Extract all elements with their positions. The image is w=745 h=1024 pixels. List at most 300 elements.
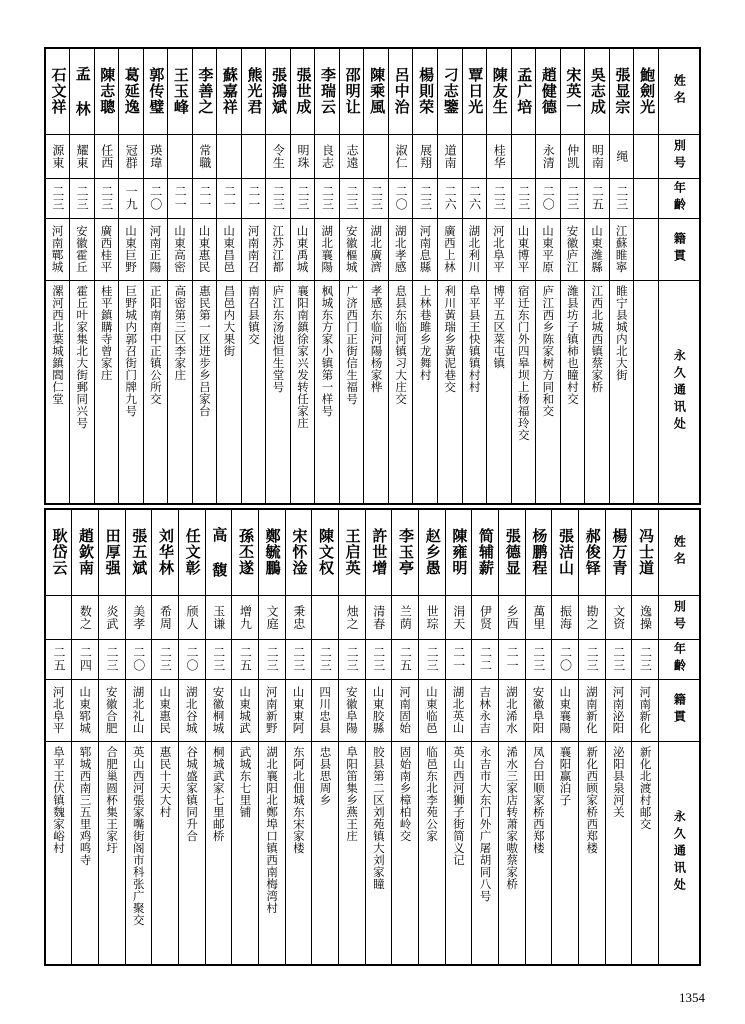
origin-text: 山東城武 [238, 686, 253, 734]
alias-text: 文庭 [265, 604, 280, 630]
origin-text: 安徽阜阳 [531, 686, 546, 734]
cell-address [560, 280, 585, 504]
cell-alias [413, 134, 438, 178]
cell-name [217, 48, 242, 134]
cell-origin [290, 218, 315, 280]
cell-origin [315, 218, 340, 280]
name-text: 刘华林 [156, 528, 175, 577]
address-text: 英山西河狮子街简义记 [451, 745, 466, 866]
origin-text: 湖北礼山 [131, 686, 146, 734]
cell-alias [258, 595, 285, 639]
cell-alias [232, 595, 259, 639]
cell-origin [178, 679, 205, 741]
address-text: 昌邑内大果街 [222, 284, 237, 357]
name-text: 張德显 [503, 528, 522, 577]
address-text: 襄阳南鎮徐家兴发转任家庄 [296, 284, 311, 429]
cell-alias [290, 134, 315, 178]
cell-origin [192, 218, 217, 280]
origin-text: 山東東阿 [291, 686, 306, 734]
alias-text: 涓天 [451, 604, 466, 630]
cell-name [634, 48, 659, 134]
origin-text: 河南新野 [264, 686, 279, 734]
cell-alias [511, 134, 536, 178]
cell-age [388, 178, 413, 218]
alias-text: 淑仁 [394, 143, 409, 169]
origin-text: 廣西桂平 [99, 225, 114, 273]
origin-text: 廣西上林 [442, 225, 457, 273]
cell-name [552, 509, 579, 595]
cell-name [609, 48, 634, 134]
address-text: 孝感东临河陽杨家桦 [369, 284, 384, 393]
header-age-label: 年齡 [672, 642, 687, 676]
cell-name [472, 509, 499, 595]
address-text: 新化北渡村邮交 [638, 745, 653, 830]
header-address-label: 永久通讯处 [672, 810, 687, 896]
roster-table-top [44, 47, 701, 505]
address-text: 襄阳赢泊子 [558, 745, 573, 806]
age-text: 二三 [345, 185, 359, 211]
cell-origin [312, 679, 339, 741]
address-text: 武城东七里铺 [238, 745, 253, 818]
age-text: 二三 [75, 185, 90, 211]
cell-alias [205, 595, 232, 639]
address-text: 合肥巢圆杯集王家圩 [105, 745, 120, 854]
row-origin-bottom [45, 679, 700, 741]
cell-address [45, 741, 72, 965]
cell-alias [192, 134, 217, 178]
origin-text: 山東昌邑 [222, 225, 237, 273]
cell-origin [632, 679, 659, 741]
cell-name [168, 48, 193, 134]
age-text: 二三 [158, 646, 173, 672]
cell-origin [94, 218, 119, 280]
cell-name [241, 48, 266, 134]
origin-text: 安徽樞城 [344, 225, 359, 273]
cell-origin [498, 679, 525, 741]
cell-address [232, 741, 259, 965]
name-text: 覃日光 [466, 67, 485, 116]
cell-name [290, 48, 315, 134]
origin-text: 安徽阜陽 [344, 686, 359, 734]
origin-text: 山東惠民 [158, 686, 173, 734]
cell-origin [364, 218, 389, 280]
cell-alias [560, 134, 585, 178]
cell-address [552, 741, 579, 965]
cell-age [498, 639, 525, 679]
age-text: 二一 [222, 185, 237, 211]
cell-address [462, 280, 487, 504]
cell-name [364, 48, 389, 134]
cell-address [98, 741, 125, 965]
origin-text: 河南鄲城 [50, 225, 65, 273]
cell-origin [536, 218, 561, 280]
cell-alias [487, 134, 512, 178]
alias-text: 玉谦 [211, 604, 226, 630]
age-text: 二〇 [148, 185, 163, 211]
cell-address [339, 280, 364, 504]
origin-text: 山東博平 [516, 225, 531, 273]
age-text: 二三 [425, 646, 440, 672]
cell-age [192, 178, 217, 218]
cell-age [634, 178, 659, 218]
alias-text: 令生 [271, 143, 286, 169]
alias-text: 明南 [590, 143, 605, 169]
name-text: 赵乡愚 [423, 528, 442, 577]
cell-address [418, 741, 445, 965]
header-origin [659, 679, 701, 741]
alias-text: 仲凯 [565, 143, 580, 169]
cell-origin [72, 679, 99, 741]
cell-name [632, 509, 659, 595]
origin-text: 四川忠县 [318, 686, 333, 734]
alias-text: 世琮 [425, 604, 440, 630]
cell-alias [178, 595, 205, 639]
name-text: 郭传璧 [147, 67, 166, 116]
cell-origin [45, 218, 70, 280]
cell-name [258, 509, 285, 595]
alias-text: 颀人 [185, 604, 200, 630]
name-text: 蘇嘉祥 [220, 67, 239, 116]
cell-age [525, 639, 552, 679]
alias-text: 逸操 [638, 604, 653, 630]
address-text: 英山西河張家嘴街阁市科张广聚交 [131, 745, 146, 926]
name-text: 杨鹏程 [530, 528, 549, 577]
cell-name [312, 509, 339, 595]
cell-name [45, 509, 72, 595]
name-text: 郝俊铎 [583, 528, 602, 577]
age-text: 一九 [124, 185, 139, 211]
address-text: 桐城武家七里邮桥 [211, 745, 226, 842]
alias-text: 绳 [614, 149, 629, 163]
cell-address [511, 280, 536, 504]
age-text: 二三 [531, 646, 546, 672]
age-text: 二三 [318, 646, 333, 672]
age-text: 二三 [369, 185, 384, 211]
address-text: 庐江西乡陈家树方同和交 [541, 284, 556, 417]
age-text: 二三 [585, 646, 600, 672]
cell-address [609, 280, 634, 504]
cell-age [45, 639, 72, 679]
age-text: 二〇 [185, 646, 200, 672]
origin-text: 河南泌阳 [611, 686, 626, 734]
cell-address [472, 741, 499, 965]
cell-age [338, 639, 365, 679]
cell-name [413, 48, 438, 134]
cell-origin [168, 218, 193, 280]
age-text: 二三 [492, 185, 507, 211]
cell-age [241, 178, 266, 218]
cell-origin [462, 218, 487, 280]
cell-origin [472, 679, 499, 741]
alias-text: 道南 [443, 143, 458, 169]
name-text: 简辅薪 [477, 528, 496, 577]
cell-name [536, 48, 561, 134]
cell-age [511, 178, 536, 218]
cell-alias [312, 595, 339, 639]
age-text: 二〇 [394, 185, 409, 211]
cell-origin [285, 679, 312, 741]
cell-alias [438, 134, 463, 178]
cell-name [72, 509, 99, 595]
age-text: 二三 [418, 185, 433, 211]
alias-text: 桂华 [492, 143, 507, 169]
age-text: 二三 [345, 646, 360, 672]
cell-age [609, 178, 634, 218]
cell-alias [285, 595, 312, 639]
cell-name [365, 509, 392, 595]
name-text: 任文彰 [183, 528, 202, 577]
name-text: 許世增 [370, 528, 389, 577]
cell-name [339, 48, 364, 134]
name-text: 陳文权 [317, 528, 335, 577]
origin-text: 山東郓城 [78, 686, 93, 734]
cell-origin [45, 679, 72, 741]
cell-age [312, 639, 339, 679]
cell-origin [338, 679, 365, 741]
origin-text: 山東潍縣 [590, 225, 605, 273]
name-text: 陳友生 [490, 67, 509, 116]
row-names-bottom [45, 509, 700, 595]
cell-origin [634, 218, 659, 280]
cell-age [45, 178, 70, 218]
address-text: 惠民第一区进步乡吕家台 [197, 284, 212, 417]
header-address [659, 280, 701, 504]
cell-alias [338, 595, 365, 639]
cell-address [413, 280, 438, 504]
roster-table-bottom-wrapper [44, 508, 701, 966]
address-text: 东阿北佃城东宋家楼 [291, 745, 306, 854]
cell-name [525, 509, 552, 595]
cell-address [258, 741, 285, 965]
cell-alias [72, 595, 99, 639]
roster-table-bottom [44, 508, 701, 966]
cell-age [413, 178, 438, 218]
cell-alias [364, 134, 389, 178]
age-text: 二五 [590, 185, 605, 211]
alias-text: 希周 [158, 604, 173, 630]
name-text: 鮑劍光 [638, 67, 657, 116]
cell-address [525, 741, 552, 965]
cell-alias [94, 134, 119, 178]
age-text: 二三 [105, 646, 120, 672]
name-text: 熊光君 [245, 67, 264, 116]
cell-name [119, 48, 144, 134]
cell-name [232, 509, 259, 595]
cell-origin [339, 218, 364, 280]
cell-age [143, 178, 168, 218]
age-text: 二三 [271, 185, 286, 211]
age-text: 二〇 [131, 646, 146, 672]
cell-age [472, 639, 499, 679]
cell-name [315, 48, 340, 134]
cell-address [119, 280, 144, 504]
address-text: 湖北襄阳北鄭埠口镇西南梅湾村 [265, 745, 280, 914]
cell-origin [413, 218, 438, 280]
cell-age [152, 639, 179, 679]
alias-text: 兰荫 [398, 604, 413, 630]
cell-age [70, 178, 95, 218]
cell-name [94, 48, 119, 134]
address-text: 宿迁东门外四皋坝上杨福玲交 [516, 284, 531, 441]
age-text: 二三 [265, 646, 280, 672]
address-text: 新化西顾家桥西郑楼 [585, 745, 600, 854]
alias-text: 萬里 [531, 604, 546, 630]
origin-text: 湖北利川 [467, 225, 482, 273]
cell-age [285, 639, 312, 679]
cell-alias [552, 595, 579, 639]
address-text: 阜阳笛集乡燕王庄 [345, 745, 360, 842]
cell-name [152, 509, 179, 595]
name-text: 邵明让 [343, 67, 362, 116]
cell-age [290, 178, 315, 218]
address-text: 漯河西北葉城鎮閻仁堂 [50, 284, 65, 405]
cell-age [364, 178, 389, 218]
alias-text: 冠群 [124, 143, 139, 169]
alias-text: 源東 [50, 143, 65, 169]
address-text: 泌阳县泉河关 [611, 745, 626, 818]
cell-origin [365, 679, 392, 741]
cell-address [634, 280, 659, 504]
row-alias-top [45, 134, 700, 178]
cell-alias [98, 595, 125, 639]
header-address [659, 741, 701, 965]
cell-origin [266, 218, 291, 280]
header-origin [659, 218, 701, 280]
cell-age [418, 639, 445, 679]
row-address-top [45, 280, 700, 504]
address-text: 广济西门正街信生福号 [345, 284, 360, 405]
origin-text: 湖北浠水 [504, 686, 519, 734]
origin-text: 河北阜平 [51, 686, 66, 734]
header-name [659, 48, 701, 134]
age-text: 二五 [51, 646, 66, 672]
cell-address [125, 741, 152, 965]
cell-age [487, 178, 512, 218]
alias-text: 瑛瑋 [148, 143, 163, 169]
cell-age [462, 178, 487, 218]
cell-address [290, 280, 315, 504]
age-text: 二三 [211, 646, 226, 672]
header-age [659, 178, 701, 218]
alias-text: 明珠 [295, 143, 310, 169]
cell-name [487, 48, 512, 134]
cell-age [315, 178, 340, 218]
cell-address [365, 741, 392, 965]
age-text: 二六 [443, 185, 458, 211]
name-text: 吳志成 [588, 67, 607, 116]
address-text: 忠县思周乡 [318, 745, 333, 806]
cell-age [605, 639, 632, 679]
name-text: 楊万青 [610, 528, 629, 577]
header-name-label: 姓名 [672, 74, 687, 109]
origin-text: 山東临邑 [424, 686, 439, 734]
cell-address [364, 280, 389, 504]
cell-address [143, 280, 168, 504]
name-text: 楊則荣 [417, 67, 436, 116]
age-text: 二四 [78, 646, 93, 672]
address-text: 浠水三家店转萧家嗷蔡家桥 [505, 745, 520, 890]
address-text: 南召县镇交 [246, 284, 261, 345]
cell-origin [487, 218, 512, 280]
cell-age [552, 639, 579, 679]
name-text: 陳雍明 [450, 528, 469, 577]
cell-age [94, 178, 119, 218]
header-age-label: 年齡 [672, 181, 687, 215]
cell-origin [205, 679, 232, 741]
cell-address [498, 741, 525, 965]
cell-alias [609, 134, 634, 178]
name-text: 張世成 [294, 67, 313, 116]
row-address-bottom [45, 741, 700, 965]
cell-alias [634, 134, 659, 178]
cell-origin [241, 218, 266, 280]
cell-address [312, 741, 339, 965]
alias-text: 数之 [78, 604, 93, 630]
cell-alias [152, 595, 179, 639]
cell-alias [168, 134, 193, 178]
address-text: 固始南乡樟柏岭交 [398, 745, 413, 842]
cell-age [339, 178, 364, 218]
name-text: 陳志聰 [98, 67, 117, 116]
name-text: 刁志鑒 [441, 67, 460, 116]
cell-age [578, 639, 605, 679]
age-text: 二一 [173, 185, 188, 211]
origin-text: 山東惠民 [197, 225, 212, 273]
cell-address [266, 280, 291, 504]
cell-name [560, 48, 585, 134]
cell-alias [70, 134, 95, 178]
cell-address [285, 741, 312, 965]
origin-text: 安徽霍丘 [74, 225, 89, 273]
cell-alias [632, 595, 659, 639]
origin-text: 河南固始 [398, 686, 413, 734]
address-text: 息县东临河镇习大庄交 [394, 284, 409, 405]
row-age-bottom [45, 639, 700, 679]
cell-name [388, 48, 413, 134]
row-names-top [45, 48, 700, 134]
cell-origin [258, 679, 285, 741]
cell-age [536, 178, 561, 218]
header-age [659, 639, 701, 679]
name-text: 王玉峰 [171, 67, 190, 116]
name-text: 高 馥 [210, 526, 229, 578]
origin-text: 河北阜平 [491, 225, 506, 273]
age-text: 二一 [451, 646, 466, 672]
cell-age [365, 639, 392, 679]
header-alias-label: 別号 [672, 139, 687, 173]
alias-text: 志遠 [345, 143, 359, 169]
cell-alias [241, 134, 266, 178]
cell-origin [98, 679, 125, 741]
cell-origin [445, 679, 472, 741]
alias-text: 文资 [611, 604, 626, 630]
header-origin-label: 籍貫 [672, 232, 687, 266]
row-alias-bottom [45, 595, 700, 639]
cell-address [578, 741, 605, 965]
age-text: 二三 [320, 185, 335, 211]
address-text: 胶县第二区刘苑镇大刘家瞳 [371, 745, 386, 890]
cell-age [438, 178, 463, 218]
age-text: 二一 [246, 185, 261, 211]
name-text: 呂中治 [392, 67, 411, 116]
cell-age [585, 178, 610, 218]
cell-origin [217, 218, 242, 280]
address-text: 睢宁县城内北大街 [614, 284, 629, 381]
cell-address [585, 280, 610, 504]
cell-origin [560, 218, 585, 280]
name-text: 冯士道 [637, 528, 656, 577]
cell-alias [266, 134, 291, 178]
